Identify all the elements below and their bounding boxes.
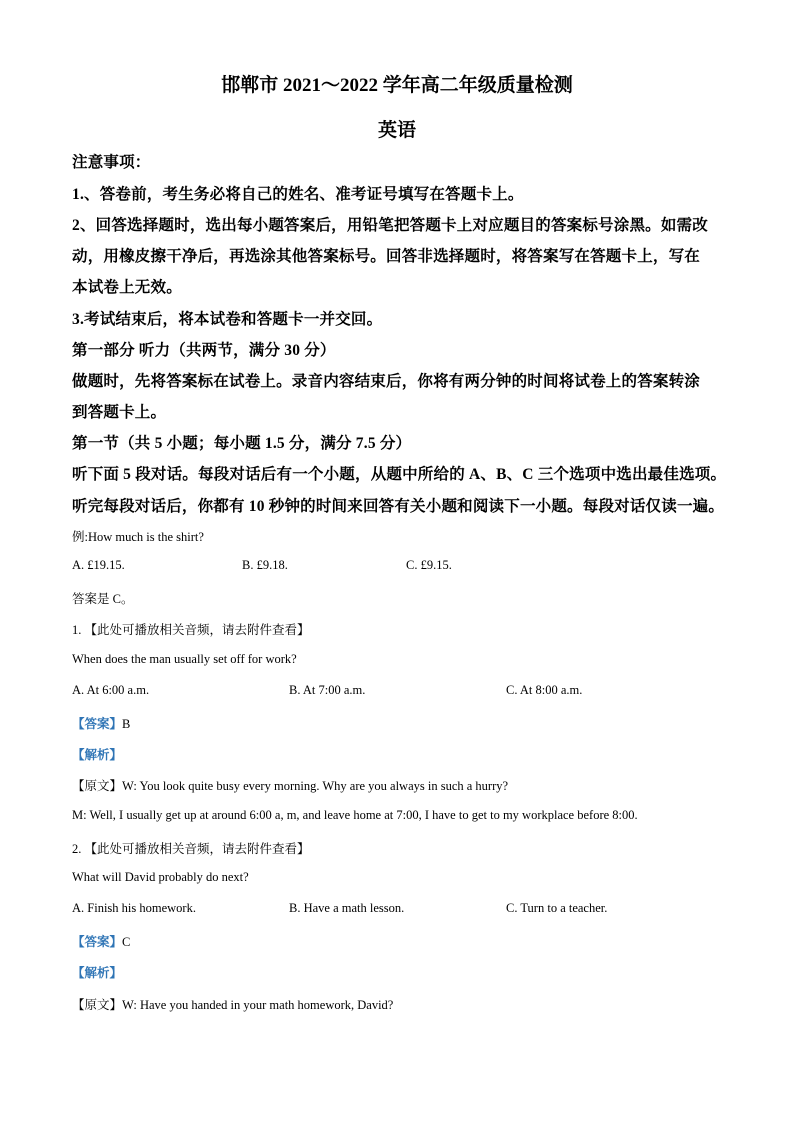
- q2-analysis-label: 【解析】: [72, 966, 123, 980]
- q1-question: When does the man usually set off for work?: [72, 652, 297, 666]
- exam-title: 邯郸市 2021～2022 学年高二年级质量检测: [221, 75, 573, 96]
- q2-header: 2. 【此处可播放相关音频，请去附件查看】: [72, 842, 310, 856]
- part1-instructions-line-1: 做题时，先将答案标在试卷上。录音内容结束后，你将有两分钟的时间将试卷上的答案转涂: [72, 373, 701, 390]
- example-option-c: C. £9.15.: [406, 558, 452, 572]
- notice-heading: 注意事项：: [72, 154, 151, 171]
- part1-instructions-line-2: 到答题卡上。: [72, 404, 167, 421]
- q2-script-label: 【原文】: [72, 998, 123, 1012]
- notice-item-1: 1.、答卷前，考生务必将自己的姓名、准考证号填写在答题卡上。: [72, 186, 524, 203]
- q1-option-c: C. At 8:00 a.m.: [506, 683, 583, 697]
- q1-option-a: A. At 6:00 a.m.: [72, 683, 150, 697]
- part1-heading: 第一部分 听力（共两节，满分 30 分）: [72, 342, 336, 359]
- example-option-a: A. £19.15.: [72, 558, 125, 572]
- example-question: 例:How much is the shirt?: [72, 530, 204, 544]
- q2-answer-value: C: [122, 935, 131, 949]
- q2-answer: [72, 932, 130, 950]
- notice-item-2-line-3: 本试卷上无效。: [72, 279, 182, 296]
- example-answer: 答案是 C。: [72, 592, 134, 606]
- example-option-b: B. £9.18.: [242, 558, 288, 572]
- section1-instructions-line-2: 听完每段对话后，你都有 10 秒钟的时间来回答有关小题和阅读下一小题。每段对话仅读一遍。: [72, 498, 725, 515]
- notice-item-2-line-1: 2、回答选择题时，选出每小题答案后，用铅笔把答题卡上对应题目的答案标号涂黑。如需改: [72, 217, 708, 234]
- q2-script-line-1: [72, 995, 393, 1013]
- section1-heading: 第一节（共 5 小题；每小题 1.5 分，满分 7.5 分）: [72, 435, 412, 452]
- q2-option-c: C. Turn to a teacher.: [506, 901, 608, 915]
- q1-header: 1. 【此处可播放相关音频，请去附件查看】: [72, 623, 310, 637]
- q1-script-line-1: [72, 776, 508, 794]
- q2-option-a: A. Finish his homework.: [72, 901, 196, 915]
- q1-answer: [72, 714, 130, 732]
- q2-option-b: B. Have a math lesson.: [289, 901, 405, 915]
- notice-item-3: 3.考试结束后，将本试卷和答题卡一并交回。: [72, 311, 383, 328]
- q1-analysis-label: 【解析】: [72, 748, 123, 762]
- notice-item-2-line-2: 动，用橡皮擦干净后，再选涂其他答案标号。回答非选择题时，将答案写在答题卡上，写在: [72, 248, 701, 265]
- q2-answer-label: 【答案】: [72, 935, 123, 949]
- subject-title: 英语: [377, 120, 416, 141]
- q1-script-text: W: You look quite busy every morning. Why are you always in such a hurry?: [122, 779, 509, 793]
- q1-answer-value: B: [122, 717, 131, 731]
- q1-option-b: B. At 7:00 a.m.: [289, 683, 366, 697]
- q2-question: What will David probably do next?: [72, 870, 249, 884]
- section1-instructions-line-1: 听下面 5 段对话。每段对话后有一个小题，从题中所给的 A、B、C 三个选项中选出最佳选项。: [72, 466, 727, 483]
- q2-script-text: W: Have you handed in your math homework, David?: [122, 998, 394, 1012]
- q1-script-line-2: M: Well, I usually get up at around 6:00 a, m, and leave home at 7:00, I have to get to my workplace before 8:00.: [72, 808, 638, 822]
- q1-script-label: 【原文】: [72, 779, 123, 793]
- q1-answer-label: 【答案】: [72, 717, 123, 731]
